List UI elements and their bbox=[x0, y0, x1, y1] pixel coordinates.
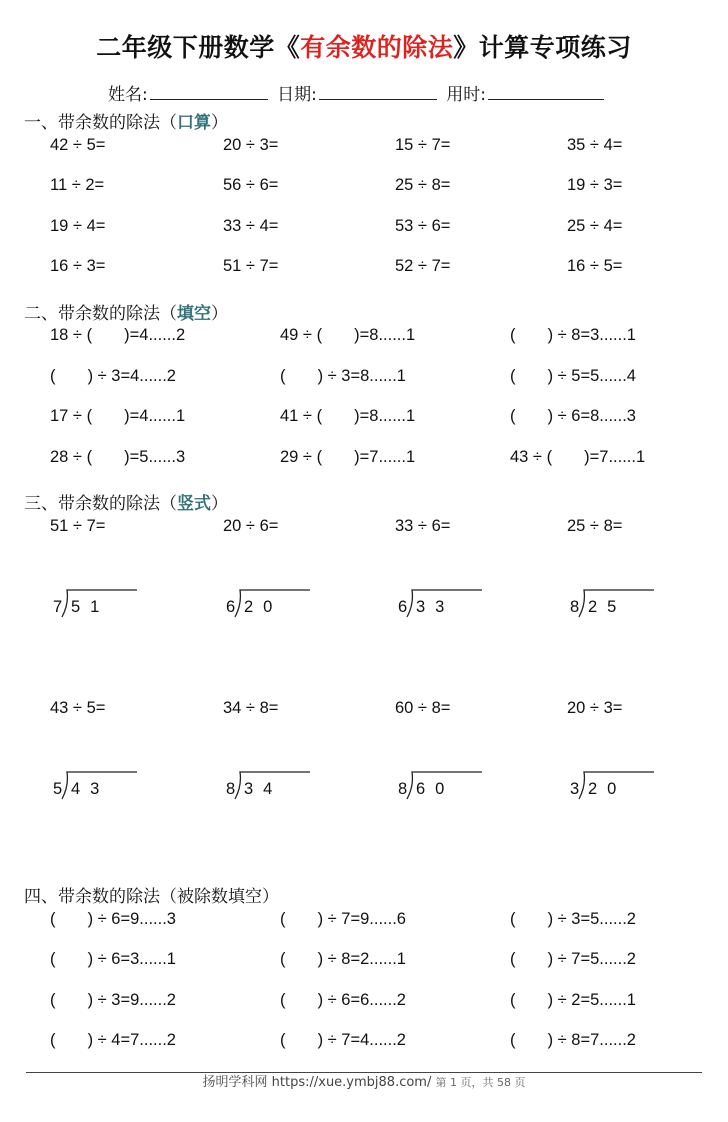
fill-blank-problem: ( ) ÷ 3=8......1 bbox=[280, 367, 406, 385]
date-label: 日期: bbox=[277, 85, 317, 105]
oral-problem: 16 ÷ 3= bbox=[50, 257, 106, 275]
dividend-blank-problem: ( ) ÷ 2=5......1 bbox=[510, 991, 636, 1009]
dividend-blank-problem: ( ) ÷ 7=5......2 bbox=[510, 950, 636, 968]
dividend: 51 bbox=[71, 598, 110, 616]
long-division-frame bbox=[226, 766, 346, 800]
vertical-problem: 43 ÷ 5= bbox=[50, 699, 106, 717]
oral-problem: 33 ÷ 4= bbox=[223, 217, 279, 235]
divisor: 6 bbox=[226, 598, 236, 616]
worksheet-title bbox=[0, 28, 728, 64]
divisor: 6 bbox=[398, 598, 408, 616]
oral-problem: 53 ÷ 6= bbox=[395, 217, 451, 235]
footer-watermark: 扬明学科网 https://xue.ymbj88.com/ bbox=[202, 1075, 432, 1090]
name-label: 姓名: bbox=[108, 85, 148, 105]
divisor: 8 bbox=[226, 780, 236, 798]
dividend-blank-problem: ( ) ÷ 3=5......2 bbox=[510, 910, 636, 928]
dividend: 34 bbox=[244, 780, 283, 798]
oral-problem: 51 ÷ 7= bbox=[223, 257, 279, 275]
dividend-blank-problem: ( ) ÷ 8=7......2 bbox=[510, 1031, 636, 1049]
dividend: 20 bbox=[244, 598, 283, 616]
oral-problem: 15 ÷ 7= bbox=[395, 136, 451, 154]
vertical-problem: 33 ÷ 6= bbox=[395, 517, 451, 535]
oral-problem: 25 ÷ 8= bbox=[395, 176, 451, 194]
dividend: 20 bbox=[588, 780, 627, 798]
title-prefix: 二年级下册数学《 bbox=[96, 33, 301, 62]
fill-blank-problem: 41 ÷ ( )=8......1 bbox=[280, 407, 416, 425]
fill-blank-problem: ( ) ÷ 5=5......4 bbox=[510, 367, 636, 385]
oral-problem: 52 ÷ 7= bbox=[395, 257, 451, 275]
fill-blank-problem: 43 ÷ ( )=7......1 bbox=[510, 448, 646, 466]
long-division-frame bbox=[398, 584, 518, 618]
footer bbox=[0, 1071, 728, 1090]
vertical-problem: 34 ÷ 8= bbox=[223, 699, 279, 717]
fill-blank-problem: 29 ÷ ( )=7......1 bbox=[280, 448, 416, 466]
divisor: 7 bbox=[53, 598, 63, 616]
long-division-frame bbox=[398, 766, 518, 800]
fill-blank-problem: ( ) ÷ 3=4......2 bbox=[50, 367, 176, 385]
oral-problem: 19 ÷ 3= bbox=[567, 176, 623, 194]
oral-problem: 16 ÷ 5= bbox=[567, 257, 623, 275]
dividend-blank-problem: ( ) ÷ 7=4......2 bbox=[280, 1031, 406, 1049]
section-oral-heading: 一、带余数的除法（口算） bbox=[24, 113, 228, 133]
dividend-blank-problem: ( ) ÷ 3=9......2 bbox=[50, 991, 176, 1009]
dividend-blank-problem: ( ) ÷ 6=9......3 bbox=[50, 910, 176, 928]
section-vertical-heading: 三、带余数的除法（竖式） bbox=[24, 494, 228, 514]
time-blank[interactable] bbox=[488, 83, 604, 100]
dividend-blank-problem: ( ) ÷ 7=9......6 bbox=[280, 910, 406, 928]
long-division-frame bbox=[53, 766, 173, 800]
oral-problem: 42 ÷ 5= bbox=[50, 136, 106, 154]
dividend-blank-problem: ( ) ÷ 4=7......2 bbox=[50, 1031, 176, 1049]
divisor: 8 bbox=[398, 780, 408, 798]
dividend: 60 bbox=[416, 780, 455, 798]
dividend: 43 bbox=[71, 780, 110, 798]
fill-blank-problem: 28 ÷ ( )=5......3 bbox=[50, 448, 186, 466]
long-division-frame bbox=[570, 584, 690, 618]
student-info-line bbox=[108, 80, 608, 105]
long-division-frame bbox=[226, 584, 346, 618]
dividend: 25 bbox=[588, 598, 627, 616]
dividend-blank-problem: ( ) ÷ 8=2......1 bbox=[280, 950, 406, 968]
dividend-blank-problem: ( ) ÷ 6=6......2 bbox=[280, 991, 406, 1009]
fill-blank-problem: ( ) ÷ 8=3......1 bbox=[510, 326, 636, 344]
vertical-problem: 20 ÷ 3= bbox=[567, 699, 623, 717]
vertical-problem: 20 ÷ 6= bbox=[223, 517, 279, 535]
vertical-problem: 25 ÷ 8= bbox=[567, 517, 623, 535]
fill-blank-problem: 49 ÷ ( )=8......1 bbox=[280, 326, 416, 344]
title-topic: 有余数的除法 bbox=[300, 33, 454, 62]
oral-problem: 35 ÷ 4= bbox=[567, 136, 623, 154]
long-division-frame bbox=[570, 766, 690, 800]
divisor: 5 bbox=[53, 780, 63, 798]
oral-problem: 56 ÷ 6= bbox=[223, 176, 279, 194]
section-dividend-heading: 四、带余数的除法（被除数填空） bbox=[24, 887, 279, 907]
divisor: 3 bbox=[570, 780, 580, 798]
time-label: 用时: bbox=[446, 85, 487, 105]
oral-problem: 19 ÷ 4= bbox=[50, 217, 106, 235]
oral-problem: 11 ÷ 2= bbox=[50, 176, 105, 194]
title-suffix: 》计算专项练习 bbox=[453, 33, 632, 62]
name-blank[interactable] bbox=[150, 83, 268, 100]
vertical-problem: 51 ÷ 7= bbox=[50, 517, 106, 535]
fill-blank-problem: 18 ÷ ( )=4......2 bbox=[50, 326, 186, 344]
oral-problem: 25 ÷ 4= bbox=[567, 217, 623, 235]
fill-blank-problem: 17 ÷ ( )=4......1 bbox=[50, 407, 186, 425]
dividend-blank-problem: ( ) ÷ 6=3......1 bbox=[50, 950, 176, 968]
long-division-frame bbox=[53, 584, 173, 618]
date-blank[interactable] bbox=[319, 83, 437, 100]
divisor: 8 bbox=[570, 598, 580, 616]
fill-blank-problem: ( ) ÷ 6=8......3 bbox=[510, 407, 636, 425]
page-number: 第 1 页，共 58 页 bbox=[435, 1076, 526, 1089]
section-fill-heading: 二、带余数的除法（填空） bbox=[24, 304, 228, 324]
oral-problem: 20 ÷ 3= bbox=[223, 136, 279, 154]
dividend: 33 bbox=[416, 598, 455, 616]
vertical-problem: 60 ÷ 8= bbox=[395, 699, 451, 717]
